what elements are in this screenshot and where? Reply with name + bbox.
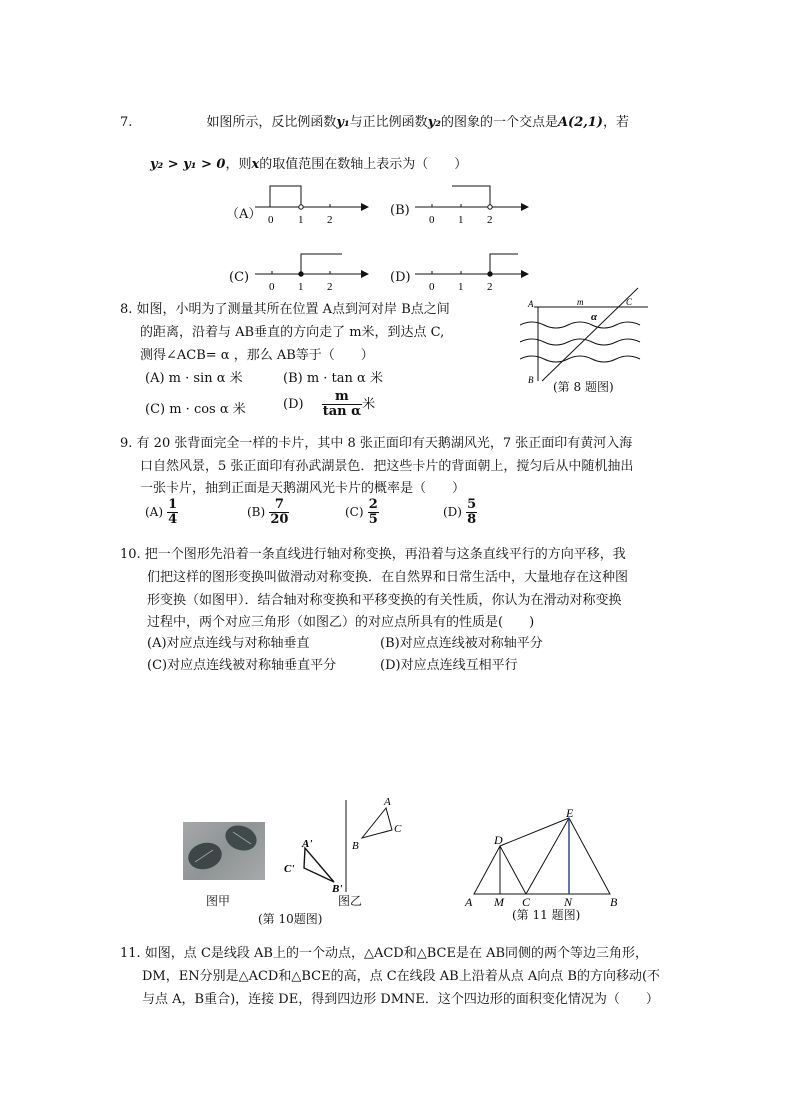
- q9-option-a: [145, 498, 178, 527]
- q7-line2: [150, 153, 467, 172]
- q8-option-b: (B) m · tan α 米: [283, 371, 383, 386]
- label-A: A: [465, 895, 473, 908]
- label-m: m: [577, 297, 584, 307]
- q7-xvar: x: [251, 157, 260, 172]
- q9-option-label: (C): [345, 505, 364, 519]
- leaf-shapes: [183, 822, 265, 880]
- q9-option-c: [345, 498, 379, 527]
- q10-option-b: (B)对应点连线被对称轴平分: [380, 636, 543, 651]
- q7-text-b: 与正比例函数: [349, 115, 428, 130]
- q11-line3: 与点 A，B重合)，连接 DE，得到四边形 DMNE．这个四边形的面积变化情况为（ ）: [142, 992, 659, 1007]
- q8-option-d-unit: 米: [362, 397, 376, 412]
- q7-number: 7.: [120, 115, 133, 130]
- tick-2: 2: [487, 281, 493, 293]
- q11-equilateral-figure: [460, 808, 630, 908]
- q8-line1: 8. 如图，小明为了测量其所在位置 A点到河对岸 B点之间: [120, 302, 450, 317]
- tick-0: 0: [429, 214, 435, 226]
- denominator: 4: [168, 512, 178, 527]
- q8-option-d-num: m: [322, 390, 362, 405]
- tick-1: 1: [298, 281, 304, 293]
- tick-1: 1: [458, 214, 464, 226]
- q9-line3: 一张卡片，抽到正面是天鹅湖风光卡片的概率是（ ）: [140, 481, 466, 496]
- q7-option-d-label: (D): [390, 270, 411, 285]
- label-C: C: [522, 895, 531, 908]
- q9-option-fraction: [269, 498, 289, 527]
- q7-condition: y₂ > y₁ > 0: [150, 157, 226, 172]
- label-B: B: [528, 375, 534, 385]
- q7-text-e: ，则: [225, 157, 252, 172]
- q8-option-d-fraction: [322, 390, 362, 419]
- q11-caption: (第 11 题图): [512, 908, 581, 922]
- label-A: A: [384, 796, 391, 808]
- q7-option-b-label: (B): [390, 203, 410, 218]
- q7-y1: y₁: [336, 115, 350, 130]
- q8-option-c: (C) m · cos α 米: [145, 402, 246, 417]
- q9-option-b: [247, 498, 289, 527]
- denominator: 8: [467, 512, 477, 527]
- q8-option-d-den: tan α: [322, 404, 362, 419]
- label-C: C: [626, 297, 633, 307]
- q10-option-a: (A)对应点连线与对称轴垂直: [147, 636, 310, 651]
- label-N: N: [564, 895, 573, 908]
- q9-option-fraction: [368, 498, 379, 527]
- q7-point: A(2,1): [557, 115, 603, 130]
- tick-0: 0: [429, 281, 435, 293]
- q7-text-a: 如图所示，反比例函数: [206, 115, 337, 130]
- label-B: B: [352, 840, 359, 852]
- q9-option-label: (B): [247, 505, 266, 519]
- q8-line2: 的距离，沿着与 AB垂直的方向走了 m米，到达点 C,: [140, 325, 445, 340]
- denominator: 20: [270, 512, 289, 527]
- q9-line1: 9. 有 20 张背面完全一样的卡片，其中 8 张正面印有天鹅湖风光，7 张正面印有黄河入海: [120, 436, 633, 451]
- label-A: A: [528, 299, 534, 309]
- q8-option-d: [283, 390, 375, 419]
- q10-caption-jia: 图甲: [206, 894, 231, 908]
- q7-option-a-label: （A）: [226, 207, 262, 222]
- q8-option-a: (A) m · sin α 米: [145, 371, 243, 386]
- label-A-prime: A': [302, 838, 313, 850]
- tick-1: 1: [458, 281, 464, 293]
- q10-caption: (第 10题图): [258, 912, 323, 926]
- tick-2: 2: [327, 281, 333, 293]
- denominator: 5: [368, 512, 378, 527]
- label-alpha: α: [591, 311, 598, 323]
- numerator: 1: [168, 497, 178, 512]
- q11-line1: 11. 如图，点 C是线段 AB上的一个动点，△ACD和△BCE是在 AB同侧的两个等边三角形，: [120, 946, 649, 961]
- q10-caption-yi: 图乙: [338, 894, 363, 908]
- q8-line3: 测得∠ACB= α ，那么 AB等于（ ）: [140, 348, 374, 363]
- q9-line2: 口自然风景，5 张正面印有孙武湖景色．把这些卡片的背面朝上，搅匀后从中随机抽出: [140, 459, 634, 474]
- q10-line2: 们把这样的图形变换叫做滑动对称变换．在自然界和日常生活中，大量地存在这种图: [147, 570, 629, 585]
- tick-0: 0: [269, 281, 275, 293]
- numerator: 5: [467, 497, 477, 512]
- q10-option-c: (C)对应点连线被对称轴垂直平分: [147, 658, 337, 673]
- label-M: M: [494, 895, 504, 908]
- q9-option-fraction: [167, 498, 178, 527]
- q9-option-d: [443, 498, 477, 527]
- q9-option-fraction: [466, 498, 477, 527]
- q7-text-c: 的图象的一个交点是: [440, 115, 558, 130]
- tick-1: 1: [298, 214, 304, 226]
- q8-option-d-label: (D): [283, 397, 304, 412]
- q7-number-line-a: [255, 183, 370, 228]
- q7-number-line-d: [415, 250, 530, 295]
- q10-leaf-photo: [183, 822, 265, 880]
- q9-option-label: (D): [443, 505, 462, 519]
- q7-line1: [120, 111, 629, 130]
- label-C-prime: C': [284, 863, 295, 875]
- q9-option-label: (A): [145, 505, 164, 519]
- label-B-prime: B': [332, 883, 343, 895]
- q7-text-f: 的取值范围在数轴上表示为（ ）: [259, 157, 468, 172]
- numerator: 7: [269, 498, 289, 513]
- label-D: D: [494, 833, 503, 847]
- numerator: 2: [368, 497, 378, 512]
- q7-y2: y₂: [427, 115, 441, 130]
- q10-line1: 10. 把一个图形先沿着一条直线进行轴对称变换，再沿着与这条直线平行的方向平移，我: [120, 547, 626, 562]
- label-B: B: [610, 895, 618, 908]
- label-C: C: [394, 823, 402, 835]
- tick-0: 0: [268, 214, 274, 226]
- label-E: E: [566, 808, 574, 820]
- q10-line3: 形变换（如图甲）．结合轴对称变换和平移变换的有关性质，你认为在滑动对称变换: [147, 593, 622, 608]
- q10-option-d: (D)对应点连线互相平行: [380, 658, 518, 673]
- q11-line2: DM，EN分别是△ACD和△BCE的高，点 C在线段 AB上沿着从点 A向点 B的方向移动(不: [142, 969, 661, 984]
- q7-text-d: ，若: [602, 115, 629, 130]
- q10-triangles-figure: [280, 790, 420, 900]
- q7-number-line-b: [415, 183, 530, 228]
- q8-caption: (第 8 题图): [553, 380, 614, 394]
- q10-line4: 过程中，两个对应三角形（如图乙）的对应点所具有的性质是( ): [147, 615, 535, 630]
- tick-2: 2: [487, 214, 493, 226]
- tick-2: 2: [327, 214, 333, 226]
- q7-number-line-c: [255, 250, 370, 295]
- q7-option-c-label: (C): [229, 270, 250, 285]
